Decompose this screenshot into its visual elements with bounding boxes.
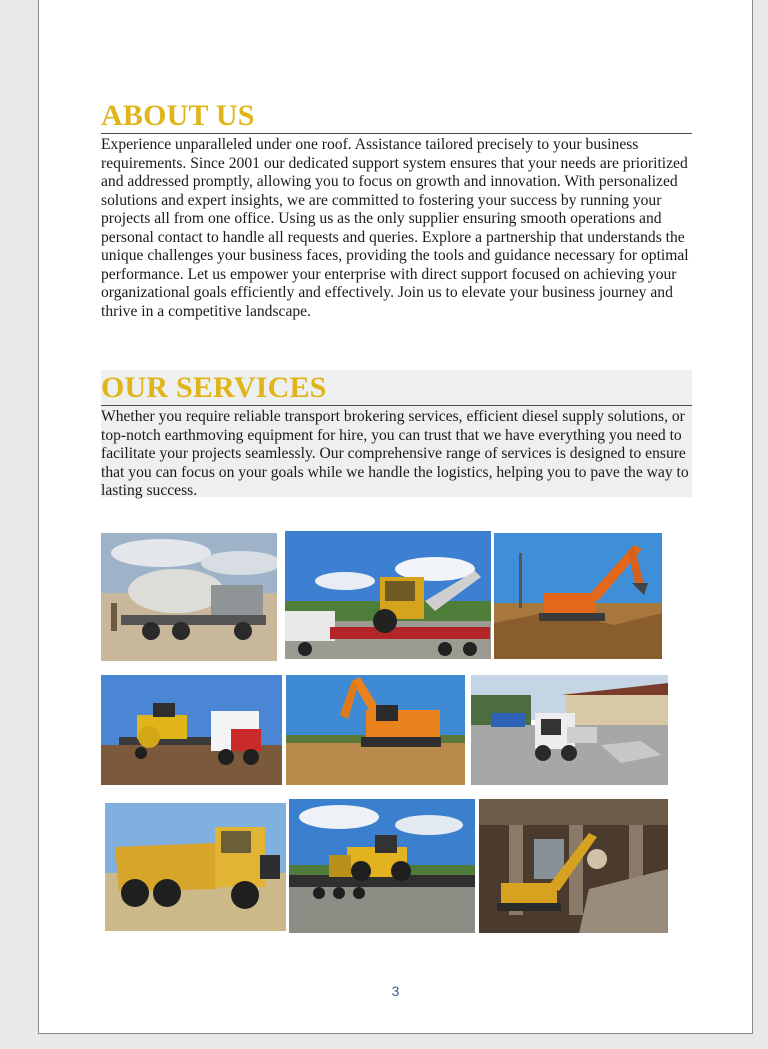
photo-demolition-excavator — [479, 799, 668, 933]
about-paragraph: Experience unparalleled under one roof. Assistance tailored precisely to your business requirements. Since 2001 our dedicated support system ensures that your needs are prioritized and addressed promptly, allowing you to focus on growth and innovation. With personalized solutions and expert insights, we are committed to fostering your success by running your projects all from one office. Using us as the only supplier ensuring smooth operations and personal contact to handle all requests and queries. Explore a partnership that understands the unique challenges your business faces, providing the tools and guidance necessary for optimal performance. Let us empower your enterprise with direct support focused on achieving your organizational goals efficiently and effectively. Join us to elevate your business journey and thrive in a competitive landscape. — [101, 136, 689, 320]
photo-orange-excavator-digging — [494, 533, 662, 659]
services-heading-rule — [101, 405, 692, 406]
services-heading: OUR SERVICES — [101, 371, 327, 404]
services-paragraph: Whether you require reliable transport brokering services, efficient diesel supply solutions, or top-notch earthmoving equipment for hire, you can trust that we have everything you need to facilitate your projects seamlessly. Our comprehensive range of services is designed to ensure that you can focus on your goals while we handle the logistics, helping you to pave the way to lasting success. — [101, 408, 689, 499]
about-heading-rule — [101, 133, 692, 134]
photo-articulated-dump-truck — [105, 803, 286, 931]
document-page — [38, 0, 753, 1034]
photo-cement-mixer-truck — [101, 533, 277, 661]
photo-orange-excavator-site — [286, 675, 465, 785]
photo-skid-steer-loader — [471, 675, 668, 785]
photo-wheel-loader-lowbed — [289, 799, 475, 933]
about-heading: ABOUT US — [101, 99, 255, 132]
page-number: 3 — [391, 983, 400, 999]
photo-roller-on-flatbed — [101, 675, 282, 785]
photo-backhoe-on-lowbed — [285, 531, 491, 659]
